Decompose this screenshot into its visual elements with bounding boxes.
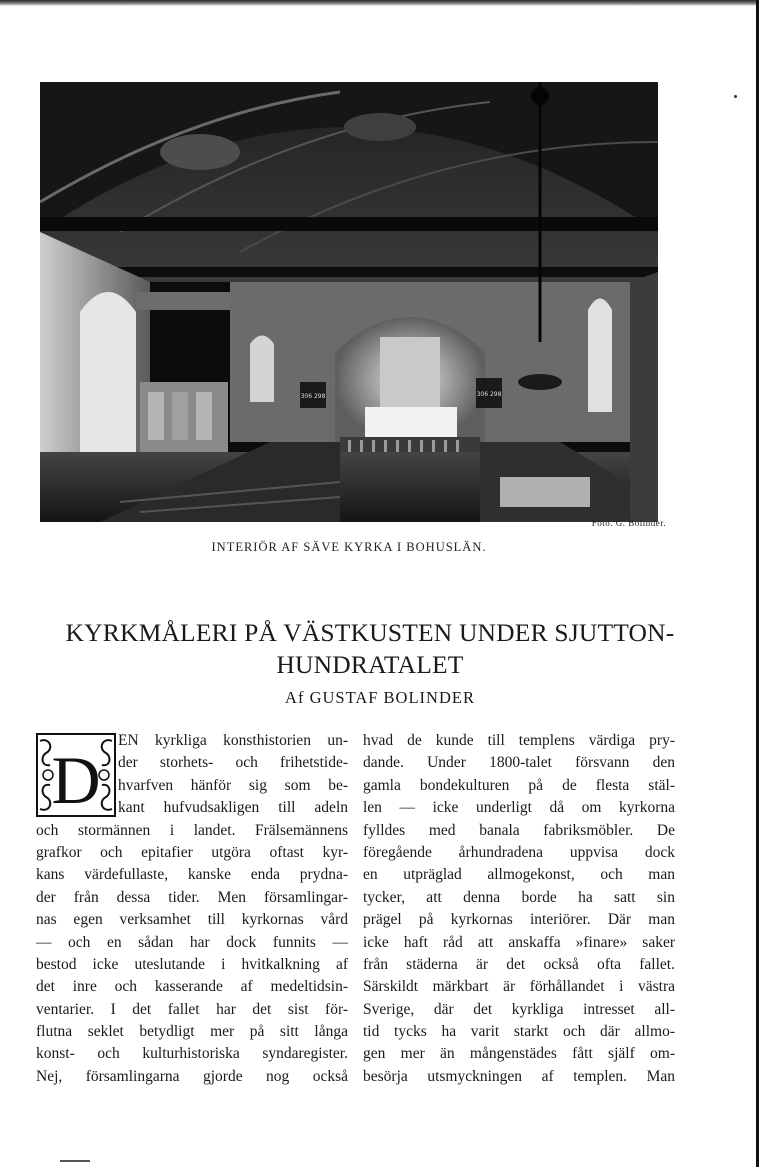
text-line: Sverige, där det kyrkliga intresset all- [363,1000,675,1018]
title-line-1: KYRKMÅLERI PÅ VÄSTKUSTEN UNDER SJUTTON- [65,618,675,647]
text-line: hvarfven hänför sig som be- [118,776,348,794]
byline: Af GUSTAF BOLINDER [285,688,475,707]
page-top-edge [0,0,756,6]
text-line: besörja utsmyckningen af templen. Man [363,1067,675,1085]
text-line: dande. Under 1800-talet försvann den [363,754,675,772]
pulpit-panel [148,392,164,440]
photo-caption: INTERIÖR AF SÄVE KYRKA I BOHUSLÄN. [211,540,487,554]
window [588,299,612,413]
pew-ends [500,477,590,507]
text-line: EN kyrkliga konsthistorien un- [118,732,348,749]
text-line: gen mer än mångenstädes fått själf om- [363,1045,675,1063]
text-line: föregående århundradena uppvisa dock [363,843,675,861]
ceiling-painting [344,113,416,141]
text-line: bestod icke uteslutande i hvitkalkning af [36,955,348,973]
title-line-2: HUNDRATALET [276,650,464,679]
right-column [363,730,675,1088]
drop-cap-letter: D [51,742,101,817]
ceiling-painting [160,134,240,170]
text-line: Nej, församlingarna gjorde nog också [36,1067,348,1085]
text-line: en utpräglad allmogekonst, och man [363,866,675,884]
text-line: kant hufvudsakligen till adeln [118,799,348,817]
text-line: hvad de kunde till templens värdiga pry- [363,732,675,749]
text-line: konst- och kulturhistoriska syndaregister. [36,1045,348,1063]
photo-credit: Foto. G. Bolinder. [591,518,666,528]
text-line: gamla bondekulturen på de flesta stäl- [363,776,675,794]
tie-beam [80,267,658,277]
scan-speck [734,95,737,98]
text-line: Särskildt märkbart är förhållandet i västra [363,978,675,996]
text-line: fylldes med banala fabriksmöbler. De [363,821,675,839]
pulpit-panel [172,392,188,440]
text-line: grafkor och epitafier utgöra oftast kyr- [36,843,348,861]
text-line: len — icke underligt då om kyrkorna [363,799,675,817]
text-line: kans värdefullaste, kanske enda prydna- [36,866,348,884]
text-line: prägel på kyrkornas interiörer. Där man [363,911,675,929]
page-right-edge [756,0,759,1167]
chandelier [518,374,562,390]
hymn-board-left-text: 306 298 [300,393,326,400]
text-line: tid tycks ha varit starkt och där allmo- [363,1023,675,1041]
article-title [30,617,710,681]
text-line: flutna seklet betydligt mer på sitt långa [36,1023,348,1041]
left-column [36,730,348,1088]
text-line: från städerna är det också ofta fallet. [363,955,675,973]
text-line: det inre och kasserande af medeltidsin- [36,978,348,996]
chandelier-crown [531,87,549,105]
text-line: — och en sådan har dock funnits — [36,933,348,951]
text-line: icke haft råd att anskaffa »finare» saker [363,933,675,951]
text-line: der storhets- och frihetstide- [118,754,348,772]
tie-beam [40,217,658,231]
church-interior-photo [40,82,658,522]
pulpit-canopy [136,292,234,310]
text-line: nas egen verksamhet till kyrkornas vård [36,911,348,929]
text-line: ventarier. I det fallet har det sist för- [36,1000,348,1018]
hymn-board-right-text: 306 298 [476,391,502,398]
text-line: och stormännen i landet. Frälsemännens [36,821,348,839]
pulpit-panel [196,392,212,440]
text-line: der från dessa tider. Men församlingar- [36,888,348,906]
text-line: tycker, att denna borde ha satt sin [363,888,675,906]
right-wall [630,272,658,522]
altarpiece [380,337,440,417]
altar [365,407,457,437]
window [250,336,274,403]
scan-smudge [60,1160,90,1162]
